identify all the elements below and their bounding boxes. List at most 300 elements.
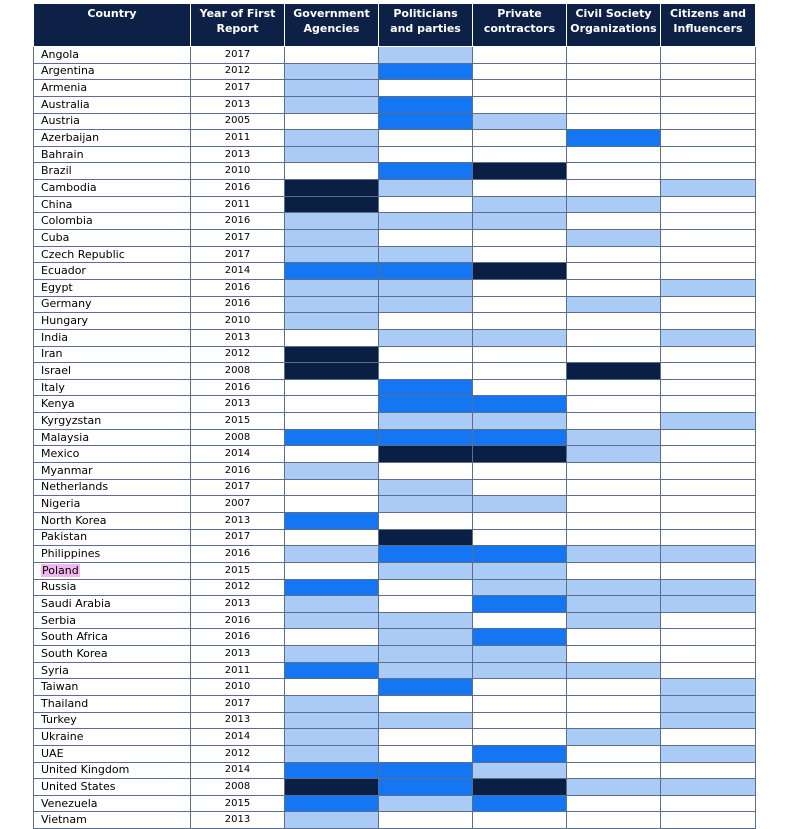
country-cell (34, 47, 191, 64)
citizens-and-influencers-level-cell (661, 396, 756, 413)
politicians-and-parties-level-cell (379, 80, 473, 97)
civil-society-organizations-level-cell (567, 812, 661, 829)
year-cell: 2015 (191, 562, 285, 579)
civil-society-organizations-level-cell (567, 196, 661, 213)
civil-society-organizations-level-cell (567, 795, 661, 812)
civil-society-organizations-level-cell (567, 562, 661, 579)
government-agencies-level-cell (285, 96, 379, 113)
citizens-and-influencers-level-cell (661, 47, 756, 64)
private-contractors-level-cell (473, 446, 567, 463)
country-name: Colombia (41, 214, 93, 228)
table-row (34, 695, 756, 712)
citizens-and-influencers-level-cell (661, 646, 756, 663)
private-contractors-level-cell (473, 463, 567, 480)
table-row (34, 745, 756, 762)
government-agencies-level-cell (285, 812, 379, 829)
civil-society-organizations-level-cell (567, 263, 661, 280)
politicians-and-parties-level-cell (379, 646, 473, 663)
country-name: Germany (41, 297, 92, 311)
table-row (34, 596, 756, 613)
table-row (34, 779, 756, 796)
politicians-and-parties-level-cell (379, 313, 473, 330)
government-agencies-level-cell (285, 379, 379, 396)
politicians-and-parties-level-cell (379, 695, 473, 712)
country-name: Taiwan (41, 680, 79, 694)
country-cell (34, 379, 191, 396)
politicians-and-parties-level-cell (379, 146, 473, 163)
civil-society-organizations-level-cell (567, 579, 661, 596)
header-row (34, 4, 756, 47)
citizens-and-influencers-level-cell (661, 163, 756, 180)
header-government-agencies: Government Agencies (285, 4, 379, 47)
citizens-and-influencers-level-cell (661, 596, 756, 613)
table-row (34, 662, 756, 679)
politicians-and-parties-level-cell (379, 163, 473, 180)
private-contractors-level-cell (473, 63, 567, 80)
table-row (34, 579, 756, 596)
private-contractors-level-cell (473, 612, 567, 629)
year-cell: 2013 (191, 712, 285, 729)
citizens-and-influencers-level-cell (661, 712, 756, 729)
table-row (34, 313, 756, 330)
politicians-and-parties-level-cell (379, 63, 473, 80)
country-cell (34, 729, 191, 746)
country-cell (34, 812, 191, 829)
private-contractors-level-cell (473, 329, 567, 346)
civil-society-organizations-level-cell (567, 279, 661, 296)
table-row (34, 346, 756, 363)
header-citizens-and-influencers: Citizens and Influencers (661, 4, 756, 47)
country-cell (34, 130, 191, 147)
country-cell (34, 546, 191, 563)
country-cell (34, 196, 191, 213)
civil-society-organizations-level-cell (567, 180, 661, 197)
citizens-and-influencers-level-cell (661, 729, 756, 746)
citizens-and-influencers-level-cell (661, 679, 756, 696)
politicians-and-parties-level-cell (379, 396, 473, 413)
citizens-and-influencers-level-cell (661, 113, 756, 130)
citizens-and-influencers-level-cell (661, 80, 756, 97)
header-year-of-first-report: Year of First Report (191, 4, 285, 47)
government-agencies-level-cell (285, 246, 379, 263)
private-contractors-level-cell (473, 363, 567, 380)
civil-society-organizations-level-cell (567, 413, 661, 430)
citizens-and-influencers-level-cell (661, 812, 756, 829)
country-name: Hungary (41, 314, 88, 328)
politicians-and-parties-level-cell (379, 546, 473, 563)
civil-society-organizations-level-cell (567, 63, 661, 80)
country-cell (34, 329, 191, 346)
government-agencies-level-cell (285, 795, 379, 812)
year-cell: 2008 (191, 429, 285, 446)
citizens-and-influencers-level-cell (661, 296, 756, 313)
politicians-and-parties-level-cell (379, 562, 473, 579)
politicians-and-parties-level-cell (379, 529, 473, 546)
civil-society-organizations-level-cell (567, 246, 661, 263)
table-row (34, 130, 756, 147)
country-name: Russia (41, 580, 77, 594)
year-cell: 2016 (191, 463, 285, 480)
politicians-and-parties-level-cell (379, 263, 473, 280)
politicians-and-parties-level-cell (379, 812, 473, 829)
politicians-and-parties-level-cell (379, 429, 473, 446)
year-cell: 2015 (191, 413, 285, 430)
civil-society-organizations-level-cell (567, 47, 661, 64)
civil-society-organizations-level-cell (567, 379, 661, 396)
table-row (34, 729, 756, 746)
table-row (34, 363, 756, 380)
private-contractors-level-cell (473, 379, 567, 396)
politicians-and-parties-level-cell (379, 446, 473, 463)
header-country: Country (34, 4, 191, 47)
government-agencies-level-cell (285, 296, 379, 313)
private-contractors-level-cell (473, 180, 567, 197)
country-cell (34, 762, 191, 779)
country-cell (34, 80, 191, 97)
country-name: Syria (41, 663, 69, 677)
table-row (34, 80, 756, 97)
country-cell (34, 429, 191, 446)
country-cell (34, 279, 191, 296)
year-cell: 2011 (191, 662, 285, 679)
civil-society-organizations-level-cell (567, 512, 661, 529)
private-contractors-level-cell (473, 812, 567, 829)
country-cell (34, 496, 191, 513)
private-contractors-level-cell (473, 729, 567, 746)
year-cell: 2014 (191, 446, 285, 463)
private-contractors-level-cell (473, 529, 567, 546)
civil-society-organizations-level-cell (567, 130, 661, 147)
private-contractors-level-cell (473, 496, 567, 513)
year-cell: 2017 (191, 246, 285, 263)
politicians-and-parties-level-cell (379, 296, 473, 313)
government-agencies-level-cell (285, 546, 379, 563)
civil-society-organizations-level-cell (567, 496, 661, 513)
citizens-and-influencers-level-cell (661, 329, 756, 346)
country-name: Iran (41, 347, 63, 361)
government-agencies-level-cell (285, 596, 379, 613)
country-name: Pakistan (41, 530, 88, 544)
politicians-and-parties-level-cell (379, 762, 473, 779)
country-cell (34, 296, 191, 313)
country-name: Serbia (41, 613, 77, 627)
country-name: Kyrgyzstan (41, 413, 102, 427)
politicians-and-parties-level-cell (379, 463, 473, 480)
politicians-and-parties-level-cell (379, 479, 473, 496)
country-name: Nigeria (41, 497, 81, 511)
table-row (34, 762, 756, 779)
table-row (34, 629, 756, 646)
politicians-and-parties-level-cell (379, 679, 473, 696)
private-contractors-level-cell (473, 313, 567, 330)
header-private-contractors: Private contractors (473, 4, 567, 47)
table-row (34, 263, 756, 280)
country-cell (34, 113, 191, 130)
country-name: Poland (42, 563, 79, 577)
government-agencies-level-cell (285, 163, 379, 180)
year-cell: 2017 (191, 47, 285, 64)
politicians-and-parties-level-cell (379, 512, 473, 529)
citizens-and-influencers-level-cell (661, 213, 756, 230)
civil-society-organizations-level-cell (567, 779, 661, 796)
government-agencies-level-cell (285, 263, 379, 280)
table-row (34, 230, 756, 247)
country-name: South Africa (41, 630, 108, 644)
table-row (34, 529, 756, 546)
country-name: Venezuela (41, 796, 98, 810)
private-contractors-level-cell (473, 546, 567, 563)
country-name: Cambodia (41, 180, 97, 194)
government-agencies-level-cell (285, 612, 379, 629)
government-agencies-level-cell (285, 463, 379, 480)
country-name: Netherlands (41, 480, 109, 494)
government-agencies-level-cell (285, 479, 379, 496)
politicians-and-parties-level-cell (379, 96, 473, 113)
civil-society-organizations-level-cell (567, 612, 661, 629)
country-cell (34, 646, 191, 663)
government-agencies-level-cell (285, 629, 379, 646)
citizens-and-influencers-level-cell (661, 146, 756, 163)
citizens-and-influencers-level-cell (661, 363, 756, 380)
table-row (34, 213, 756, 230)
table-row (34, 379, 756, 396)
government-agencies-level-cell (285, 762, 379, 779)
private-contractors-level-cell (473, 712, 567, 729)
citizens-and-influencers-level-cell (661, 446, 756, 463)
politicians-and-parties-level-cell (379, 745, 473, 762)
citizens-and-influencers-level-cell (661, 479, 756, 496)
politicians-and-parties-level-cell (379, 180, 473, 197)
year-cell: 2013 (191, 396, 285, 413)
country-name: North Korea (41, 513, 107, 527)
country-cell (34, 163, 191, 180)
private-contractors-level-cell (473, 762, 567, 779)
citizens-and-influencers-level-cell (661, 695, 756, 712)
politicians-and-parties-level-cell (379, 596, 473, 613)
politicians-and-parties-level-cell (379, 246, 473, 263)
country-name: Mexico (41, 447, 80, 461)
civil-society-organizations-level-cell (567, 745, 661, 762)
government-agencies-level-cell (285, 363, 379, 380)
year-cell: 2008 (191, 779, 285, 796)
government-agencies-level-cell (285, 47, 379, 64)
private-contractors-level-cell (473, 795, 567, 812)
politicians-and-parties-level-cell (379, 712, 473, 729)
government-agencies-level-cell (285, 113, 379, 130)
government-agencies-level-cell (285, 529, 379, 546)
private-contractors-level-cell (473, 346, 567, 363)
table-row (34, 180, 756, 197)
civil-society-organizations-level-cell (567, 329, 661, 346)
table-row (34, 279, 756, 296)
year-cell: 2016 (191, 296, 285, 313)
private-contractors-level-cell (473, 579, 567, 596)
civil-society-organizations-level-cell (567, 596, 661, 613)
year-cell: 2012 (191, 579, 285, 596)
table-row (34, 63, 756, 80)
government-agencies-level-cell (285, 396, 379, 413)
private-contractors-level-cell (473, 213, 567, 230)
year-cell: 2008 (191, 363, 285, 380)
country-cell (34, 745, 191, 762)
year-cell: 2010 (191, 313, 285, 330)
country-name: Saudi Arabia (41, 596, 111, 610)
politicians-and-parties-level-cell (379, 579, 473, 596)
table-row (34, 496, 756, 513)
year-cell: 2011 (191, 130, 285, 147)
politicians-and-parties-level-cell (379, 629, 473, 646)
government-agencies-level-cell (285, 230, 379, 247)
country-cell (34, 629, 191, 646)
politicians-and-parties-level-cell (379, 729, 473, 746)
private-contractors-level-cell (473, 196, 567, 213)
country-cell (34, 230, 191, 247)
private-contractors-level-cell (473, 263, 567, 280)
government-agencies-level-cell (285, 679, 379, 696)
country-cell (34, 313, 191, 330)
government-agencies-level-cell (285, 729, 379, 746)
politicians-and-parties-level-cell (379, 196, 473, 213)
table-row (34, 96, 756, 113)
politicians-and-parties-level-cell (379, 413, 473, 430)
government-agencies-level-cell (285, 329, 379, 346)
year-cell: 2005 (191, 113, 285, 130)
private-contractors-level-cell (473, 146, 567, 163)
government-agencies-level-cell (285, 413, 379, 430)
citizens-and-influencers-level-cell (661, 379, 756, 396)
country-name: Thailand (41, 696, 89, 710)
country-cell (34, 596, 191, 613)
citizens-and-influencers-level-cell (661, 196, 756, 213)
civil-society-organizations-level-cell (567, 695, 661, 712)
table-row (34, 113, 756, 130)
year-cell: 2013 (191, 96, 285, 113)
politicians-and-parties-level-cell (379, 379, 473, 396)
government-agencies-level-cell (285, 146, 379, 163)
table-row (34, 396, 756, 413)
year-cell: 2014 (191, 263, 285, 280)
private-contractors-level-cell (473, 230, 567, 247)
table-row (34, 146, 756, 163)
citizens-and-influencers-level-cell (661, 629, 756, 646)
table-row (34, 47, 756, 64)
country-name: China (41, 197, 73, 211)
government-agencies-level-cell (285, 662, 379, 679)
politicians-and-parties-level-cell (379, 779, 473, 796)
private-contractors-level-cell (473, 163, 567, 180)
country-name: Bahrain (41, 147, 84, 161)
year-cell: 2016 (191, 213, 285, 230)
citizens-and-influencers-level-cell (661, 795, 756, 812)
politicians-and-parties-level-cell (379, 279, 473, 296)
government-agencies-level-cell (285, 712, 379, 729)
country-name: Armenia (41, 81, 88, 95)
government-agencies-level-cell (285, 313, 379, 330)
country-name: Czech Republic (41, 247, 125, 261)
country-name: Turkey (41, 713, 77, 727)
table-row (34, 612, 756, 629)
country-cell (34, 96, 191, 113)
government-agencies-level-cell (285, 562, 379, 579)
year-cell: 2017 (191, 695, 285, 712)
country-cell (34, 396, 191, 413)
country-name: Azerbaijan (41, 131, 100, 145)
citizens-and-influencers-level-cell (661, 745, 756, 762)
civil-society-organizations-level-cell (567, 230, 661, 247)
year-cell: 2014 (191, 729, 285, 746)
country-cell (34, 146, 191, 163)
year-cell: 2013 (191, 812, 285, 829)
year-cell: 2012 (191, 745, 285, 762)
politicians-and-parties-level-cell (379, 130, 473, 147)
private-contractors-level-cell (473, 296, 567, 313)
table-row (34, 196, 756, 213)
country-cell (34, 180, 191, 197)
country-name: Myanmar (41, 463, 93, 477)
year-cell: 2013 (191, 512, 285, 529)
government-agencies-level-cell (285, 512, 379, 529)
citizens-and-influencers-level-cell (661, 512, 756, 529)
private-contractors-level-cell (473, 596, 567, 613)
citizens-and-influencers-level-cell (661, 313, 756, 330)
table-row (34, 546, 756, 563)
country-cell (34, 579, 191, 596)
country-cell (34, 662, 191, 679)
civil-society-organizations-level-cell (567, 729, 661, 746)
country-cell (34, 512, 191, 529)
table-row (34, 812, 756, 829)
politicians-and-parties-level-cell (379, 47, 473, 64)
civil-society-organizations-level-cell (567, 662, 661, 679)
country-cell (34, 695, 191, 712)
table-row (34, 329, 756, 346)
private-contractors-level-cell (473, 413, 567, 430)
citizens-and-influencers-level-cell (661, 413, 756, 430)
government-agencies-level-cell (285, 130, 379, 147)
year-cell: 2017 (191, 80, 285, 97)
country-name: Israel (41, 363, 72, 377)
civil-society-organizations-level-cell (567, 396, 661, 413)
year-cell: 2014 (191, 762, 285, 779)
private-contractors-level-cell (473, 562, 567, 579)
politicians-and-parties-level-cell (379, 230, 473, 247)
country-cell (34, 679, 191, 696)
civil-society-organizations-level-cell (567, 213, 661, 230)
private-contractors-level-cell (473, 80, 567, 97)
country-cell (34, 263, 191, 280)
citizens-and-influencers-level-cell (661, 96, 756, 113)
citizens-and-influencers-level-cell (661, 180, 756, 197)
country-name: India (41, 330, 68, 344)
country-cell (34, 413, 191, 430)
table-row (34, 712, 756, 729)
government-agencies-level-cell (285, 646, 379, 663)
year-cell: 2011 (191, 196, 285, 213)
citizens-and-influencers-level-cell (661, 230, 756, 247)
table-row (34, 679, 756, 696)
civil-society-organizations-level-cell (567, 646, 661, 663)
citizens-and-influencers-level-cell (661, 529, 756, 546)
government-agencies-level-cell (285, 180, 379, 197)
citizens-and-influencers-level-cell (661, 63, 756, 80)
country-cell (34, 562, 191, 579)
politicians-and-parties-level-cell (379, 213, 473, 230)
politicians-and-parties-level-cell (379, 795, 473, 812)
government-agencies-level-cell (285, 779, 379, 796)
government-agencies-level-cell (285, 695, 379, 712)
citizens-and-influencers-level-cell (661, 429, 756, 446)
private-contractors-level-cell (473, 695, 567, 712)
